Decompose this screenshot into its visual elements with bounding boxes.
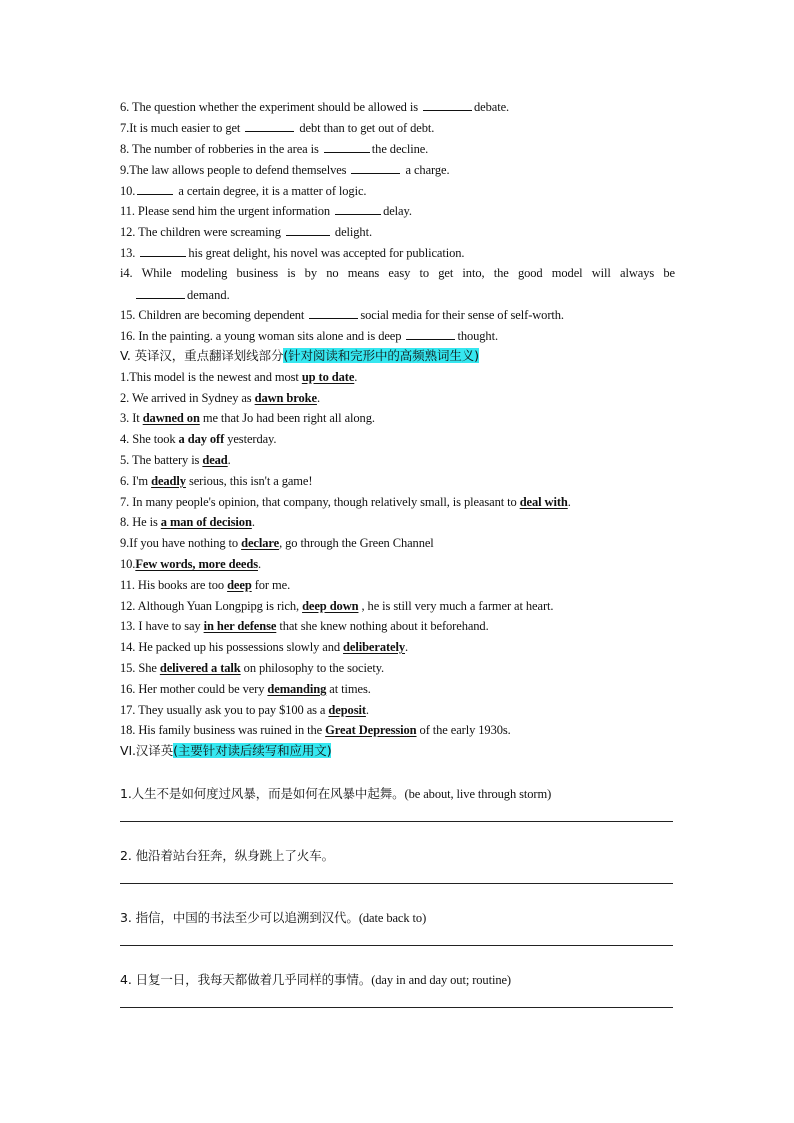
translate-cn-item: 1.人生不是如何度过风暴，而是如何在风暴中起舞。(be about, live through storm)	[120, 786, 552, 801]
fill-item-14: i4. While modeling business is by no means easy to get into, the good model will always be	[120, 266, 675, 280]
fill-item-16: 16. In the painting. a young woman sits alone and is deep thought.	[120, 329, 498, 343]
translate-en-item: 11. His books are too deep for me.	[120, 578, 291, 592]
answer-blank[interactable]	[423, 98, 472, 111]
translate-en-item: 4. She took a day off yesterday.	[120, 432, 277, 446]
fill-item-9: 9.The law allows people to defend themselves a charge.	[120, 163, 450, 177]
translate-en-item: 3. It dawned on me that Jo had been right all along.	[120, 411, 375, 425]
translate-en-item: 12. Although Yuan Longpipg is rich, deep down , he is still very much a farmer at heart.	[120, 599, 554, 613]
fill-item-8: 8. The number of robberies in the area is the decline.	[120, 142, 429, 156]
section-6-heading: VI.汉译英(主要针对读后续写和应用文)	[120, 743, 332, 758]
translate-en-item: 7. In many people's opinion, that company, though relatively small, is pleasant to deal with.	[120, 495, 571, 509]
section-6-note: (主要针对读后续写和应用文)	[173, 743, 332, 758]
fill-item-10: 10. a certain degree, it is a matter of logic.	[120, 184, 367, 198]
answer-blank[interactable]	[137, 182, 173, 195]
answer-blank[interactable]	[324, 140, 370, 153]
fill-item-6: 6. The question whether the experiment should be allowed is debate.	[120, 100, 510, 114]
translate-en-item: 13. I have to say in her defense that she knew nothing about it beforehand.	[120, 619, 489, 633]
fill-item-15: 15. Children are becoming dependent social media for their sense of self-worth.	[120, 308, 564, 322]
translate-en-item: 18. His family business was ruined in the Great Depression of the early 1930s.	[120, 723, 511, 737]
translate-en-item: 16. Her mother could be very demanding at times.	[120, 682, 371, 696]
answer-line[interactable]	[120, 945, 673, 946]
answer-blank[interactable]	[335, 202, 381, 215]
fill-item-11: 11. Please send him the urgent information delay.	[120, 204, 412, 218]
answer-blank[interactable]	[351, 161, 400, 174]
translate-en-item: 14. He packed up his possessions slowly and deliberately.	[120, 640, 409, 654]
fill-item-14-continuation: demand.	[134, 286, 230, 303]
translate-cn-item: 2. 他沿着站台狂奔，纵身跳上了火车。	[120, 848, 335, 863]
translate-en-item: 10.Few words, more deeds.	[120, 557, 262, 571]
fill-item-7: 7.It is much easier to get debt than to get out of debt.	[120, 121, 435, 135]
answer-blank[interactable]	[406, 327, 455, 340]
answer-line[interactable]	[120, 883, 673, 884]
answer-blank[interactable]	[140, 244, 186, 257]
translate-en-item: 1.This model is the newest and most up to date.	[120, 370, 358, 384]
translate-en-item: 5. The battery is dead.	[120, 453, 231, 467]
answer-line[interactable]	[120, 821, 673, 822]
translate-en-item: 6. I'm deadly serious, this isn't a game!	[120, 474, 313, 488]
translate-en-item: 2. We arrived in Sydney as dawn broke.	[120, 391, 320, 405]
answer-blank[interactable]	[245, 119, 294, 132]
answer-blank[interactable]	[309, 306, 358, 319]
section-5-note: (针对阅读和完形中的高频熟词生义)	[283, 348, 479, 363]
translate-en-item: 15. She delivered a talk on philosophy to the society.	[120, 661, 385, 675]
answer-blank[interactable]	[136, 286, 185, 299]
translate-en-item: 17. They usually ask you to pay $100 as a deposit.	[120, 703, 369, 717]
translate-cn-item: 4. 日复一日，我每天都做着几乎同样的事情。(day in and day out; routine)	[120, 972, 511, 987]
fill-item-13: 13. his great delight, his novel was accepted for publication.	[120, 246, 465, 260]
translate-cn-item: 3. 指信，中国的书法至少可以追溯到汉代。(date back to)	[120, 910, 427, 925]
section-5-heading: V. 英译汉，重点翻译划线部分(针对阅读和完形中的高频熟词生义)	[120, 348, 479, 363]
answer-line[interactable]	[120, 1007, 673, 1008]
fill-item-12: 12. The children were screaming delight.	[120, 225, 372, 239]
answer-blank[interactable]	[286, 223, 330, 236]
translate-en-item: 8. He is a man of decision.	[120, 515, 255, 529]
translate-en-item: 9.If you have nothing to declare, go through the Green Channel	[120, 536, 434, 550]
